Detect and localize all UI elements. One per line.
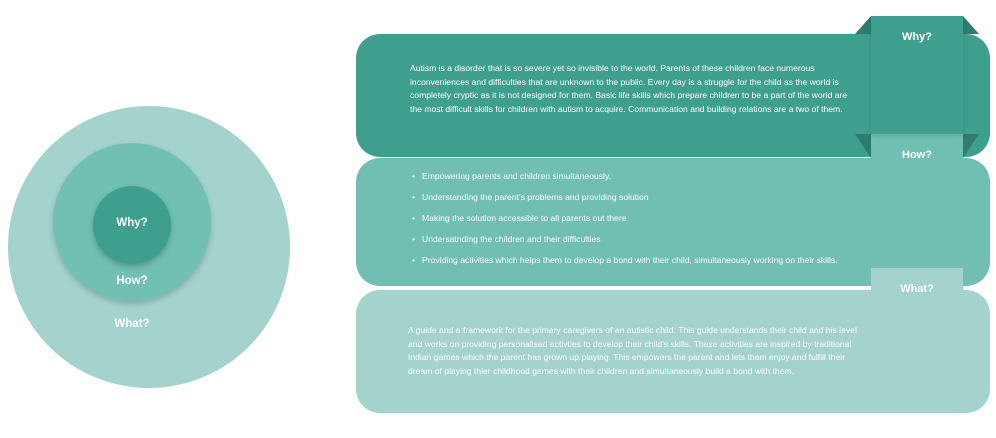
how-list-item: • Understanding the parent's problems and providing solution — [412, 191, 852, 205]
how-list-item: • Making the solution accessible to all parents out there — [412, 212, 852, 226]
how-list-item: • Undersatnding the children and their difficulties — [412, 233, 852, 247]
why-circle-label: Why? — [116, 217, 148, 229]
ribbon-fold-left — [855, 16, 871, 34]
what-circle-label: What? — [114, 318, 150, 330]
why-tab-label: Why? — [902, 31, 932, 43]
what-panel-text: A guide and a framework for the primary caregivers of an autistic child. This guide understands their child and his level and works on providing personalised activties to develop their child's skills. These activities are inspired by traditional Indian games which the parent has grown up playing. This empowers the parent and lets them enjoy and fulfill their dream of playing thier childhood games with their children and simultaneously build a bond with them. — [408, 325, 857, 376]
what-tab — [871, 268, 963, 389]
how-list-item: • Providing activities which helps them to develop a bond with their child, simultaneously working on their skills. — [412, 254, 852, 268]
how-panel-list — [412, 170, 852, 275]
how-tab-label: How? — [902, 149, 932, 161]
ribbon-fold-left-lower — [855, 134, 871, 158]
ribbon-fold-right-lower — [963, 134, 979, 158]
ribbon-fold-right — [963, 16, 979, 34]
how-circle-label: How? — [116, 275, 148, 287]
why-panel-text: Autism is a disorder that is so severe yet so invisible to the world. Parents of these children face numerous inconveniences and difficulties that are unknown to the public. Every day is a struggle for the child as the world is completely cryptic as it is not designed for them. Basic life skills which prepare children to be a part of the world are the most difficult skills for children with autism to acquire. Communication and building relations are a two of them. — [410, 63, 848, 114]
how-tab — [871, 134, 963, 268]
how-list-item: • Empowering parents and children simultaneously. — [412, 170, 852, 184]
what-tab-label: What? — [900, 283, 934, 295]
why-tab — [871, 16, 963, 134]
